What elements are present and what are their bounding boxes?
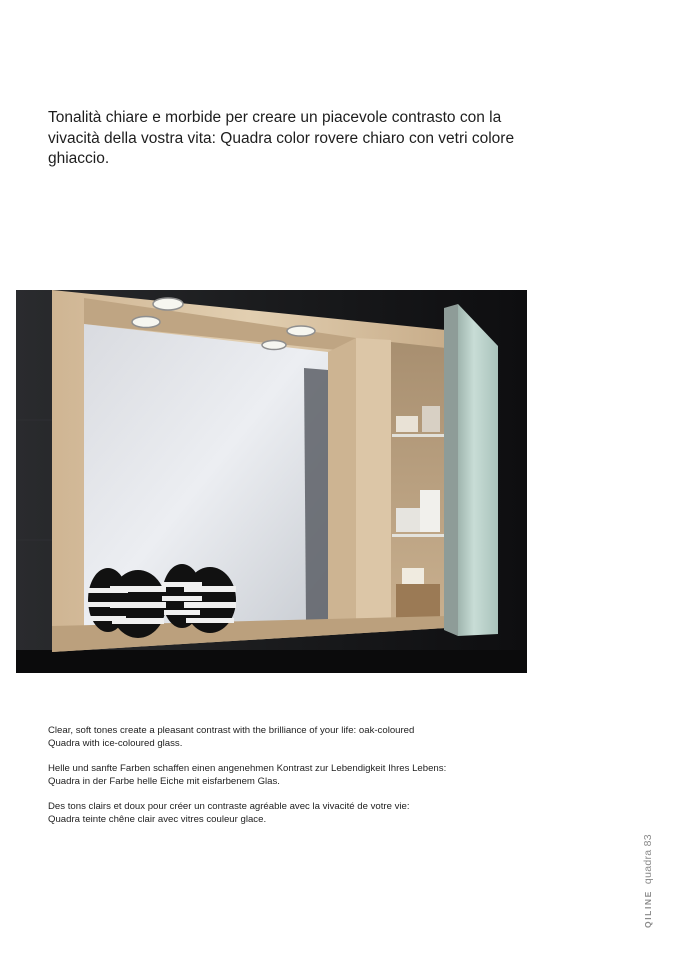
caption-english-line-1: Clear, soft tones create a pleasant contrast with the brilliance of your life: oak-coloured bbox=[48, 725, 415, 736]
page-number: quadra 83 bbox=[642, 834, 654, 885]
caption-french bbox=[48, 801, 488, 826]
downlight-3 bbox=[287, 326, 315, 336]
caption-german bbox=[48, 763, 488, 788]
caption-french-line-1: Des tons clairs et doux pour créer un contraste agréable avec la vivacité de votre vie: bbox=[48, 801, 410, 812]
captions bbox=[48, 725, 488, 839]
product-photo bbox=[16, 290, 527, 673]
downlight-2 bbox=[132, 317, 160, 328]
caption-french-line-2: Quadra teinte chêne clair avec vitres couleur glace. bbox=[48, 813, 267, 825]
caption-english bbox=[48, 725, 488, 750]
caption-german-line-1: Helle und sanfte Farben schaffen einen angenehmen Kontrast zur Lebendigkeit Ihres Lebens: bbox=[48, 763, 447, 774]
caption-english-line-2: Quadra with ice-coloured glass. bbox=[48, 737, 183, 749]
brand-name: QILINE bbox=[643, 890, 653, 928]
mirror-cabinet-illustration bbox=[16, 290, 527, 673]
headline: Tonalità chiare e morbide per creare un piacevole contrasto con la vivacità della vostra vita: Quadra color rovere chiaro con vetri colore ghiaccio. bbox=[48, 109, 515, 167]
downlight-1 bbox=[153, 298, 183, 310]
ice-glass-door bbox=[458, 304, 498, 636]
downlight-4 bbox=[262, 341, 286, 350]
page-side-label bbox=[642, 834, 654, 928]
caption-german-line-2: Quadra in der Farbe helle Eiche mit eisfarbenem Glas. bbox=[48, 775, 280, 787]
